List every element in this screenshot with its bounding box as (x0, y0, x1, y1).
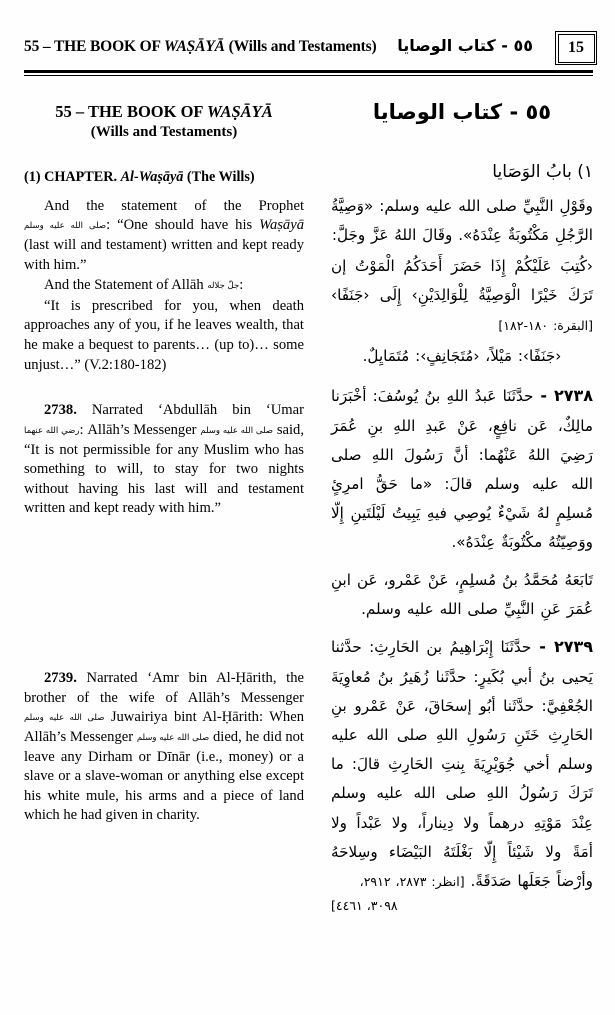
quran-verse-arabic: ‹كُتِبَ عَلَيْكُمْ إِذَا حَضَرَ أَحَدَكُمُ الْمَوْتُ إن تَرَكَ خَيْرًا الْوَصِيَّةُ لِلْوَالِدَيْنِ› إِلَى ‹جَنَفًا› [البقرة: ١٨٠-١٨٢] (331, 257, 593, 333)
chapter-transliteration: Al-Waṣāyā (120, 169, 184, 186)
hadith-2739-number-arabic: ٢٧٣٩ (553, 636, 594, 656)
prophet-statement-arabic: وقَوْلِ النَّبِيِّ صلى الله عليه وسلم: «وَصِيَّةُ الرَّجُلِ مَكْتُوبَةٌ عِنْدَهُ». وقَالَ اللهُ عَزَّ وجَلَّ: (331, 196, 593, 244)
follow-up-narration-arabic: تَابَعَهُ مُحَمَّدُ بنُ مُسلِمٍ، عَنْ عَمْرو، عَن ابنِ عُمَرَ عَنِ النَّبِيِّ صلى الله عليه وسلم. (331, 570, 593, 618)
hadith-2738-english: 2738. Narrated ‘Abdullāh bin ‘Umar رضي الله عنهما: Allāh’s Messenger صلى الله عليه وسلم said, “It is not permissible for any Muslim who has something to will, to stay for two nights without having his last will and testament written and kept ready with him.” (24, 402, 304, 517)
allah-statement-lead: And the Statement of Allāh جلّ جلاله: (44, 277, 244, 294)
hadith-2739-cross-reference-b: ٣٠٩٨، ٤٤٦١] (331, 898, 398, 914)
radiya-allahu-anhuma-icon: رضي الله عنهما (24, 425, 80, 436)
hadith-2738-number-arabic: ٢٧٣٨ (553, 385, 593, 405)
book-title-transliteration: WAṢĀYĀ (207, 102, 273, 121)
page-number-box (555, 31, 597, 65)
book-subtitle-english: (Wills and Testaments) (90, 123, 238, 140)
english-column (24, 95, 304, 826)
prophet-statement-paragraph: And the statement of the Prophet صلى الله عليه وسلم: “One should have his Waṣāyā (last will and testament) written and kept ready with him.” (24, 197, 304, 273)
arabic-column (331, 95, 593, 913)
hadith-2738-number: 2738. (44, 402, 77, 419)
wasaya-transliteration: Waṣāyā (259, 217, 304, 234)
jalla-jalaluhu-icon: جلّ جلاله (207, 281, 240, 292)
header-rule-thick (24, 70, 593, 73)
quran-verse-reference: [البقرة: ١٨٠-١٨٢] (498, 317, 593, 333)
hadith-2738-arabic: ٢٧٣٨ - حدَّثَنَا عَبدُ اللهِ بنُ يُوسُفَ: أخْبَرَنا مالِكٌ، عَن نافِعٍ، عَنْ عَبدِ اللهِ بنِ عُمَرَ رَضِيَ اللهُ عَنْهُما: أنَّ رَسُولَ اللهِ صلى الله عليه وسلم قالَ: «ما حَقُّ امرِئٍ مُسلِمٍ لهُ شَيْءٌ يُوصِي فيهِ يَبِيتُ لَيْلَتَينِ إِلّا ووَصِيّتُهُ مكْتُوبَةٌ عِنْدَهُ». (331, 385, 593, 552)
running-header (0, 38, 615, 68)
hadith-2739-number: 2739. (44, 670, 77, 687)
header-rule-thin (24, 75, 593, 76)
running-header-arabic: ٥٥ - كتاب الوصايا (397, 36, 533, 55)
page-number: 15 (558, 34, 595, 63)
salla-allahu-alayhi-wa-sallam-icon: صلى الله عليه وسلم (136, 732, 210, 743)
hadith-2739-cross-reference-a: [انظر: ٢٨٧٣، ٢٩١٢، (359, 873, 465, 889)
quran-gloss-arabic: ‹جَنَفًا›: مَيْلاً، ‹مُتَجَانِفٍ›: مُتَمَايِلٌ. (362, 346, 562, 365)
book-title-english: 55 – THE BOOK OF WAṢĀYĀ (55, 102, 273, 121)
chapter-heading-english: (1) CHAPTER. Al-Waṣāyā (The Wills) (24, 169, 255, 186)
running-header-english: 55 – THE BOOK OF WAṢĀYĀ (Wills and Testaments) (24, 38, 377, 55)
salla-allahu-alayhi-wa-sallam-icon: صلى الله عليه وسلم (24, 221, 107, 232)
hadith-2739-arabic: ٢٧٣٩ - حدَّثَنَا إِبْرَاهِيمُ بن الحَارِثِ: حدَّثنا يَحيى بنُ أبي بُكَيرٍ: حدَّثَنا زُهَيرُ بنُ مُعاوِيَةَ الجُعْفِيَّ: حدَّثَنا أبُو إسحَاقَ، عَنْ عَمْرو بنِ الحَارِثِ خَتَنِ رَسُولِ اللهِ صلى الله عليه وسلم أخي جُوَيْرِيَةَ بِنتِ الحَارِثِ قالَ: ما تَرَكَ رَسُولُ اللهِ صلى الله عليه وسلم عِنْدَ مَوْتِهِ درهماً ولا دِيناراً، ولا عَبْداً ولا أمَةً ولا شَيْئاً إِلّا بَغْلَتَهُ البَيْضَاء وسِلاحَهُ وأرْضاً جَعَلَها صَدَقَةً. [انظر: ٢٨٧٣، ٢٩١٢، (331, 636, 594, 890)
quran-verse-english: “It is prescribed for you, when death approaches any of you, if he leaves wealth, that he make a bequest to parents… (up to)… some unjust…” (V.2:180-182) (24, 297, 304, 373)
chapter-heading-arabic: ١) بابُ الوَصَايا (492, 162, 593, 183)
running-header-book-name: WAṢĀYĀ (164, 38, 225, 55)
salla-allahu-alayhi-wa-sallam-icon: صلى الله عليه وسلم (200, 425, 274, 436)
book-title-arabic: ٥٥ - كتاب الوصايا (372, 100, 552, 124)
hadith-2739-english: 2739. Narrated ‘Amr bin Al-Ḥārith, the brother of the wife of Allāh’s Messenger صلى الله عليه وسلم Juwairiya bint Al-Ḥārith: When Allāh’s Messenger صلى الله عليه وسلم died, he did not leave any Dirham or Dīnār (i.e., money) or a slave or a slave-woman or anything else except his white mule, his arms and a piece of land which he had given in charity. (24, 670, 304, 824)
salla-allahu-alayhi-wa-sallam-icon: صلى الله عليه وسلم (24, 713, 105, 724)
